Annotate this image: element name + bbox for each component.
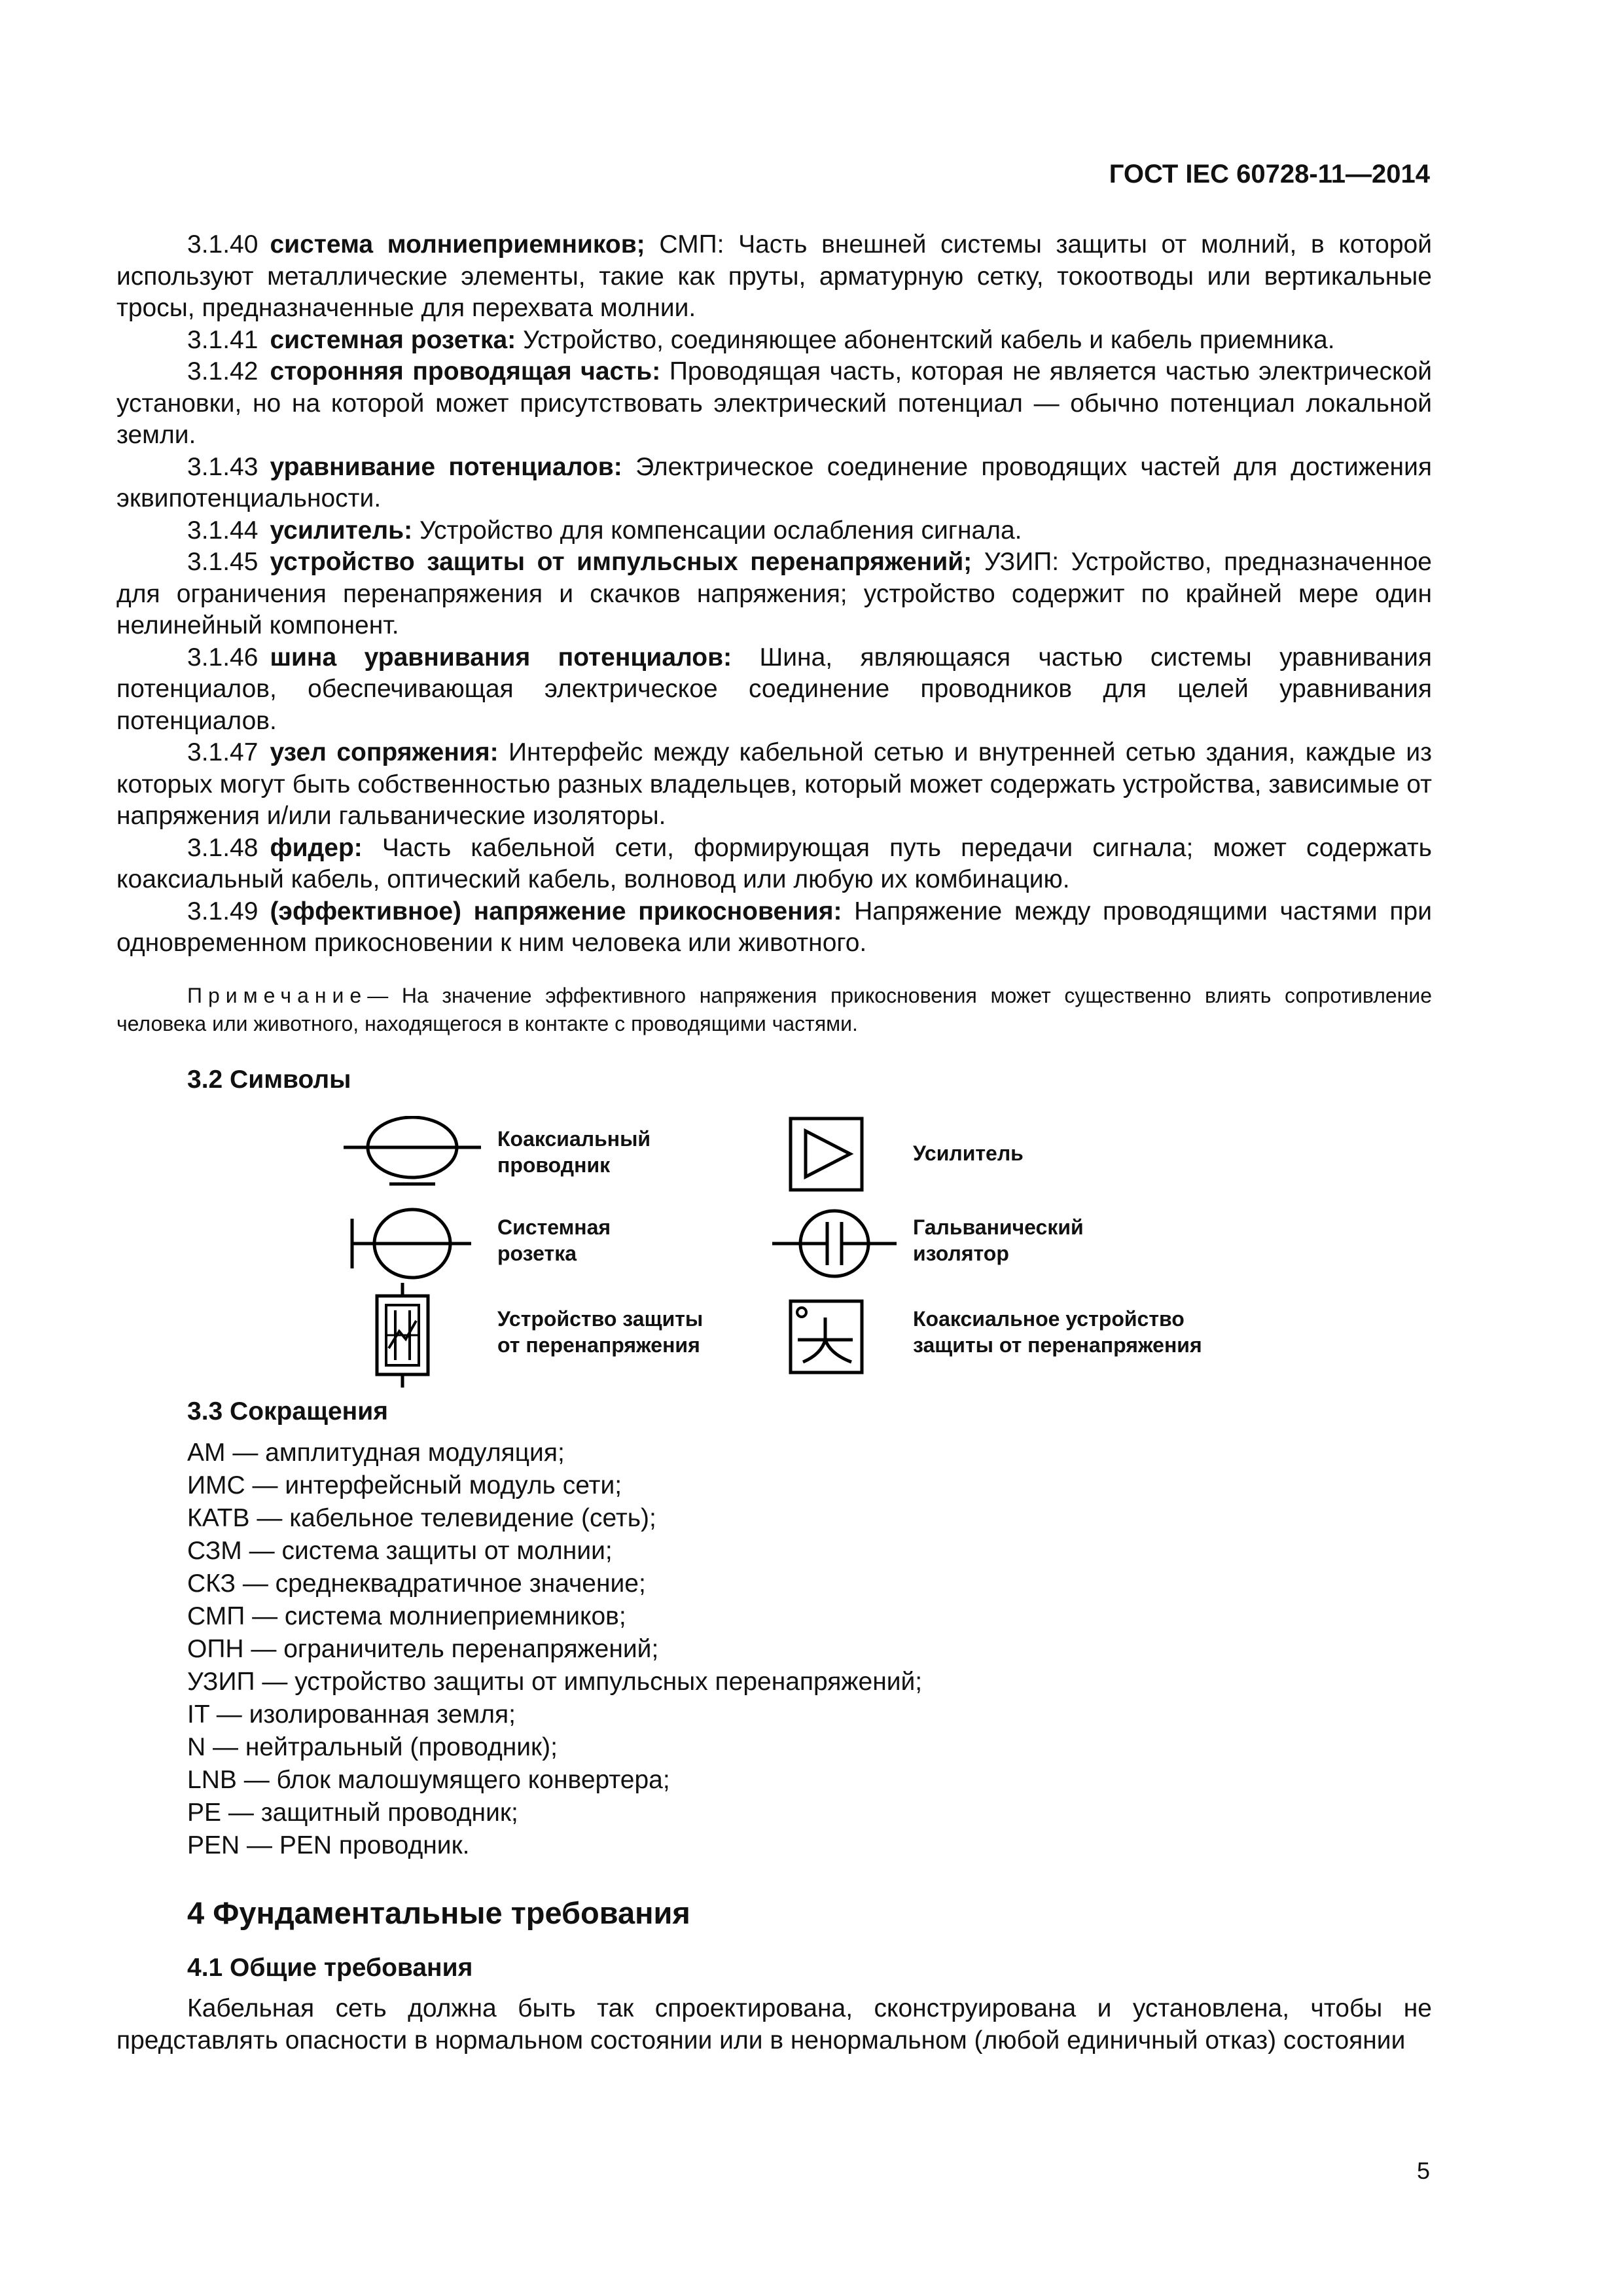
term-definition: Устройство для компенсации ослабления сигнала. <box>412 516 1022 545</box>
term-definition: Электрическое соединение проводящих частей для достижения эквипотенциальности. <box>116 452 1432 512</box>
term-definition: Устройство, соединяющее абонентский кабель и кабель приемника. <box>516 325 1335 354</box>
term-title: системная розетка: <box>270 325 516 354</box>
term-entry <box>116 833 1432 896</box>
abbreviation-item: LNB — блок малошумящего конвертера; <box>187 1766 670 1794</box>
symbol-label: Системная розетка <box>497 1215 611 1265</box>
abbreviation-item: ИМС — интерфейсный модуль сети; <box>187 1471 622 1499</box>
term-definition: УЗИП: Устройство, предназначенное для ограничения перенапряжения и скачков напряжения; устройство содержит по крайней мере один нелинейный компонент. <box>116 548 1432 639</box>
surge-protection-device-icon <box>366 1283 438 1388</box>
term-definition: СМП: Часть внешней системы защиты от молний, в которой используют металлические элементы, такие как пруты, арматурную сетку, токоотводы или вертикальные тросы, предназначенные для перехвата молнии. <box>116 230 1432 322</box>
subsection-heading: 4.1 Общие требования <box>187 1954 473 1982</box>
term-title: уравнивание потенциалов: <box>270 452 622 481</box>
abbreviation-item: IT — изолированная земля; <box>187 1700 516 1729</box>
amplifier-icon <box>789 1117 864 1192</box>
term-title: фидер: <box>270 833 363 862</box>
abbreviations-section-title: 3.3 Сокращения <box>187 1397 388 1426</box>
term-number: 3.1.40 <box>187 230 259 259</box>
term-number: 3.1.49 <box>187 897 259 925</box>
symbols-table <box>327 1113 1243 1388</box>
term-entry <box>116 452 1432 515</box>
abbreviation-item: СЗМ — система защиты от молнии; <box>187 1537 613 1565</box>
term-entry <box>116 229 1432 325</box>
term-number: 3.1.46 <box>187 643 259 672</box>
term-number: 3.1.42 <box>187 357 259 386</box>
abbreviation-item: СКЗ — среднеквадратичное значение; <box>187 1570 646 1598</box>
term-entry <box>116 547 1432 642</box>
coaxial-surge-protection-icon <box>789 1299 864 1374</box>
symbol-label: Коаксиальное устройство защиты от перенапряжения <box>913 1307 1202 1357</box>
note <box>116 982 1432 1038</box>
abbreviation-item: PE — защитный проводник; <box>187 1799 518 1827</box>
symbol-label: Устройство защиты от перенапряжения <box>497 1307 704 1357</box>
note-text: — На значение эффективного напряжения прикосновения может существенно влиять сопротивление человека или животного, находящегося в контакте с проводящими частями. <box>116 984 1432 1035</box>
term-number: 3.1.43 <box>187 452 259 481</box>
symbol-label: Гальванический изолятор <box>913 1215 1084 1265</box>
term-title: сторонняя проводящая часть: <box>270 357 661 386</box>
term-entry <box>116 325 1432 357</box>
abbreviation-item: СМП — система молниеприемников; <box>187 1602 626 1630</box>
term-entry <box>116 642 1432 738</box>
term-definition: Проводящая часть, которая не является частью электрической установки, но на которой может присутствовать электрический потенциал — обычно потенциал локальной земли. <box>116 357 1433 449</box>
term-number: 3.1.45 <box>187 548 259 576</box>
system-outlet-icon <box>347 1204 471 1283</box>
term-number: 3.1.48 <box>187 833 259 862</box>
document-header: ГОСТ IEC 60728-11—2014 <box>1109 160 1430 188</box>
term-title: (эффективное) напряжение прикосновения: <box>270 897 842 925</box>
term-number: 3.1.47 <box>187 738 259 766</box>
abbreviation-item: АМ — амплитудная модуляция; <box>187 1439 565 1467</box>
term-definition: Шина, являющаяся частью системы уравнивания потенциалов, обеспечивающая электрическое соединение проводников для целей уравнивания потенциалов. <box>116 643 1432 735</box>
symbols-section-title: 3.2 Символы <box>187 1066 351 1094</box>
body-paragraph: Кабельная сеть должна быть так спроектирована, сконструирована и установлена, чтобы не представлять опасности в нормальном состоянии или в ненормальном (любой единичный отказ) состоянии <box>116 1994 1432 2054</box>
term-entry <box>116 515 1432 547</box>
abbreviations-list <box>187 1437 922 1862</box>
abbreviation-item: PEN — PEN проводник. <box>187 1831 470 1859</box>
term-entry <box>116 356 1432 452</box>
symbol-label: Коаксиальный проводник <box>497 1127 651 1177</box>
galvanic-isolator-icon <box>772 1208 897 1280</box>
term-number: 3.1.44 <box>187 516 259 545</box>
term-title: система молниеприемников; <box>270 230 645 259</box>
term-definition: Интерфейс между кабельной сетью и внутренней сетью здания, каждые из которых могут быть собственностью разных владельцев, который может содержать устройства, зависимые от напряжения и/или гальванические изоляторы. <box>116 738 1432 830</box>
term-title: устройство защиты от импульсных перенапряжений; <box>270 548 972 576</box>
abbreviation-item: ОПН — ограничитель перенапряжений; <box>187 1635 659 1663</box>
abbreviation-item: N — нейтральный (проводник); <box>187 1733 558 1761</box>
page-number: 5 <box>1416 2157 1430 2184</box>
term-entry <box>116 896 1432 960</box>
abbreviation-item: УЗИП — устройство защиты от импульсных перенапряжений; <box>187 1668 923 1696</box>
term-title: узел сопряжения: <box>270 738 499 766</box>
term-entry <box>116 737 1432 833</box>
abbreviation-item: КАТВ — кабельное телевидение (сеть); <box>187 1504 656 1532</box>
coaxial-conductor-icon <box>344 1116 481 1188</box>
term-definition: Напряжение между проводящими частями при одновременном прикосновении к ним человека или животного. <box>116 897 1432 957</box>
term-title: шина уравнивания потенциалов: <box>270 643 732 672</box>
note-label: Примечание <box>187 984 368 1007</box>
section-heading: 4 Фундаментальные требования <box>187 1895 690 1930</box>
terms-list <box>116 229 1432 960</box>
term-definition: Часть кабельной сети, формирующая путь передачи сигнала; может содержать коаксиальный кабель, оптический кабель, волновод или любую их комбинацию. <box>116 833 1432 893</box>
term-title: усилитель: <box>270 516 413 545</box>
term-number: 3.1.41 <box>187 325 259 354</box>
symbol-label: Усилитель <box>913 1141 1024 1165</box>
